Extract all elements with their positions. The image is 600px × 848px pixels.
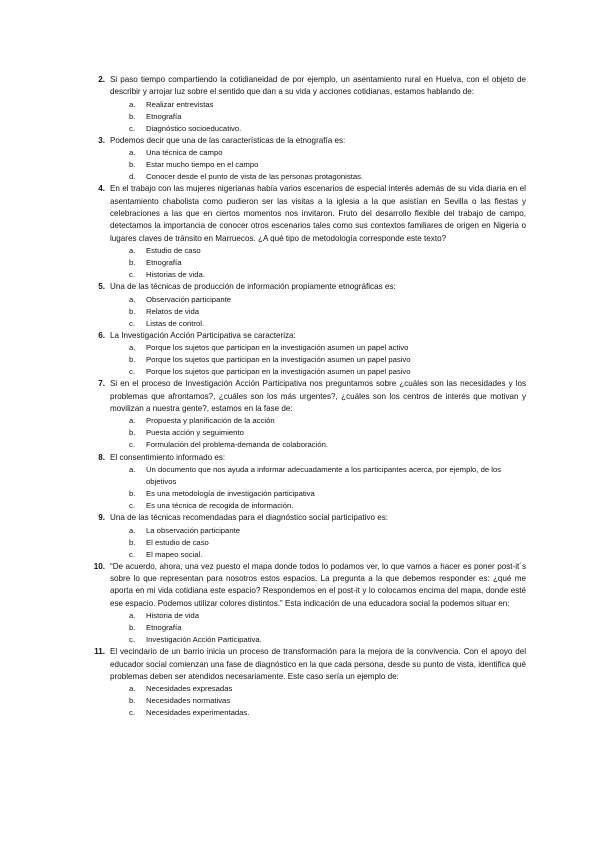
option-text: Realizar entrevistas	[146, 99, 214, 109]
answer-option	[110, 159, 526, 171]
option-text: Estar mucho tiempo en el campo	[146, 160, 259, 170]
question-item	[90, 512, 526, 561]
question-text: La Investigación Acción Participativa se caracteriza:	[110, 330, 296, 340]
option-text: Necesidades experimentadas.	[146, 708, 250, 718]
option-letter: b.	[129, 623, 136, 633]
option-letter: a.	[129, 294, 136, 304]
question-item	[90, 378, 526, 451]
answer-option	[110, 427, 526, 439]
option-letter: b.	[129, 489, 136, 499]
option-letter: a.	[129, 525, 136, 535]
question-number: 4.	[98, 184, 105, 194]
option-letter: b.	[129, 306, 136, 316]
option-letter: b.	[129, 258, 136, 268]
option-letter: c.	[129, 367, 135, 377]
option-letter: b.	[129, 537, 136, 547]
question-text: El vecindario de un barrio inicia un proceso de transformación para la mejora de la convivencia. Con el apoyo del educador social comienzan una fase de diagnóstico en la que cada persona, desde su punto de vista, identifica qué problemas deben ser atendidos necesariamente. Este caso sería un ejemplo de:	[110, 647, 526, 681]
option-letter: a.	[129, 148, 136, 158]
question-number: 6.	[98, 330, 105, 340]
answer-option	[110, 257, 526, 269]
option-letter: c.	[129, 270, 135, 280]
option-letter: b.	[129, 696, 136, 706]
option-text: Conocer desde el punto de vista de las personas protagonistas.	[146, 172, 364, 182]
option-letter: b.	[129, 160, 136, 170]
question-number: 7.	[98, 379, 105, 389]
answer-options	[110, 610, 526, 646]
answer-option	[110, 622, 526, 634]
answer-option	[110, 354, 526, 366]
option-text: Puesta acción y seguimiento	[146, 428, 244, 438]
answer-option	[110, 306, 526, 318]
answer-options	[110, 99, 526, 135]
answer-options	[110, 245, 526, 281]
question-text: Una de las técnicas recomendadas para el diagnóstico social participativo es:	[110, 513, 389, 523]
answer-option	[110, 111, 526, 123]
option-text: Diagnóstico socioeducativo.	[146, 123, 242, 133]
option-letter: c.	[129, 549, 135, 559]
option-letter: a.	[129, 416, 136, 426]
answer-option	[110, 294, 526, 306]
option-text: Etnografía	[146, 258, 182, 268]
answer-option	[110, 707, 526, 719]
answer-option	[110, 245, 526, 257]
answer-option	[110, 549, 526, 561]
answer-option	[110, 537, 526, 549]
answer-option	[110, 525, 526, 537]
question-text: “De acuerdo, ahora, una vez puesto el mapa donde todos lo podamos ver, lo que vamos a hacer es poner post-it´s sobre lo que representan para nosotros estos espacios. La pregunta a la que debemos responder es: ¿qué me aporta en mi vida cotidiana este espacio? Respondemos en el post-it y lo colocamos encima del mapa, donde esté ese espacio. Podemos utilizar colores distintos.” Esta indicación de una educadora social la podemos situar en:	[110, 561, 526, 608]
question-number: 5.	[98, 282, 105, 292]
question-number: 10.	[93, 561, 105, 571]
option-text: Formulación del problema-demanda de colaboración.	[146, 440, 329, 450]
option-letter: a.	[129, 99, 136, 109]
option-text: Propuesta y planificación de la acción	[146, 416, 275, 426]
option-text: Necesidades expresadas	[146, 684, 233, 694]
answer-option	[110, 439, 526, 451]
option-letter: c.	[129, 501, 135, 511]
option-text: El estudio de caso	[146, 537, 209, 547]
answer-option	[110, 683, 526, 695]
answer-option	[110, 318, 526, 330]
answer-option	[110, 171, 526, 183]
question-item	[90, 74, 526, 135]
question-item	[90, 646, 526, 719]
question-item	[90, 561, 526, 646]
option-text: Estudio de caso	[146, 245, 201, 255]
answer-option	[110, 99, 526, 111]
answer-option	[110, 366, 526, 378]
answer-option	[110, 147, 526, 159]
question-number: 3.	[98, 135, 105, 145]
option-text: Listas de control.	[146, 318, 205, 328]
option-letter: a.	[129, 464, 136, 474]
option-text: Necesidades normativas	[146, 696, 231, 706]
option-letter: a.	[129, 343, 136, 353]
option-text: Investigación Acción Participativa.	[146, 635, 262, 645]
answer-options	[110, 415, 526, 451]
option-text: El mapeo social.	[146, 549, 203, 559]
question-text: Una de las técnicas de producción de información propiamente etnográficas es:	[110, 282, 396, 292]
answer-options	[110, 464, 526, 512]
answer-option	[110, 610, 526, 622]
answer-option	[110, 488, 526, 500]
answer-options	[110, 342, 526, 378]
question-number: 2.	[98, 75, 105, 84]
question-text: En el trabajo con las mujeres nigerianas había varios escenarios de especial interés además de su vida diaria en el asentamiento chabolista como pudieron ser las visitas a la iglesia a la que asistían en Sevilla o las fiestas y celebraciones a las que en ciertos momentos nos invitaron. Fruto del desarrollo flexible del trabajo de campo, detectamos la importancia de conocer otros escenarios tales como sus contextos familiares de origen en Nigeria o lugares claves de tránsito en Marruecos. ¿A qué tipo de metodología corresponde este texto?	[110, 184, 526, 243]
option-text: Porque los sujetos que participan en la investigación asumen un papel activo	[146, 343, 409, 353]
option-letter: c.	[129, 708, 135, 718]
option-text: Un documento que nos ayuda a informar adecuadamente a los participantes acerca, por ejemplo, de los objetivos	[146, 464, 502, 486]
answer-option	[110, 342, 526, 354]
option-letter: c.	[129, 635, 135, 645]
question-item	[90, 281, 526, 330]
question-item	[90, 135, 526, 184]
answer-options	[110, 683, 526, 719]
option-text: Relatos de vida	[146, 306, 199, 316]
question-list	[90, 74, 526, 719]
option-text: Etnografía	[146, 111, 182, 121]
option-text: Porque los sujetos que participan en la investigación asumen un papel pasivo	[146, 355, 411, 365]
answer-option	[110, 269, 526, 281]
question-text: Podemos decir que una de las características de la etnografía es:	[110, 135, 346, 145]
option-letter: d.	[129, 172, 136, 182]
option-text: Historias de vida.	[146, 270, 205, 280]
option-text: La observación participante	[146, 525, 241, 535]
answer-option	[110, 123, 526, 135]
question-number: 9.	[98, 513, 105, 523]
question-text: Si en el proceso de Investigación Acción Participativa nos preguntamos sobre ¿cuáles son las necesidades y los problemas que afrontamos?, ¿cuáles son los más urgentes?, ¿cuáles son los centros de interés que motivan y movilizan a nuestra gente?, estamos en la fase de:	[110, 379, 526, 413]
option-text: Historia de vida	[146, 610, 199, 620]
answer-options	[110, 147, 526, 183]
option-letter: a.	[129, 610, 136, 620]
answer-option	[110, 464, 526, 488]
answer-options	[110, 294, 526, 330]
option-letter: a.	[129, 684, 136, 694]
option-letter: a.	[129, 245, 136, 255]
answer-option	[110, 415, 526, 427]
option-letter: b.	[129, 355, 136, 365]
question-text: Si paso tiempo compartiendo la cotidianeidad de por ejemplo, un asentamiento rural en Huelva, con el objeto de describir y arrojar luz sobre el sentido que dan a su vida y acciones cotidianas, estamos hablando de:	[110, 75, 526, 97]
option-text: Es una metodología de investigación participativa	[146, 489, 315, 499]
question-item	[90, 330, 526, 379]
question-item	[90, 183, 526, 281]
option-text: Porque los sujetos que participan en la investigación asumen un papel pasivo	[146, 367, 411, 377]
question-item	[90, 452, 526, 513]
option-text: Observación participante	[146, 294, 232, 304]
answer-option	[110, 634, 526, 646]
option-letter: c.	[129, 318, 135, 328]
option-letter: b.	[129, 428, 136, 438]
answer-options	[110, 525, 526, 561]
option-letter: c.	[129, 440, 135, 450]
answer-option	[110, 695, 526, 707]
option-letter: c.	[129, 123, 135, 133]
question-number: 8.	[98, 452, 105, 462]
option-letter: b.	[129, 111, 136, 121]
option-text: Una técnica de campo	[146, 148, 223, 158]
option-text: Es una técnica de recogida de información.	[146, 501, 294, 511]
answer-option	[110, 500, 526, 512]
option-text: Etnografía	[146, 623, 182, 633]
question-text: El consentimiento informado es:	[110, 452, 226, 462]
question-number: 11.	[94, 647, 105, 657]
